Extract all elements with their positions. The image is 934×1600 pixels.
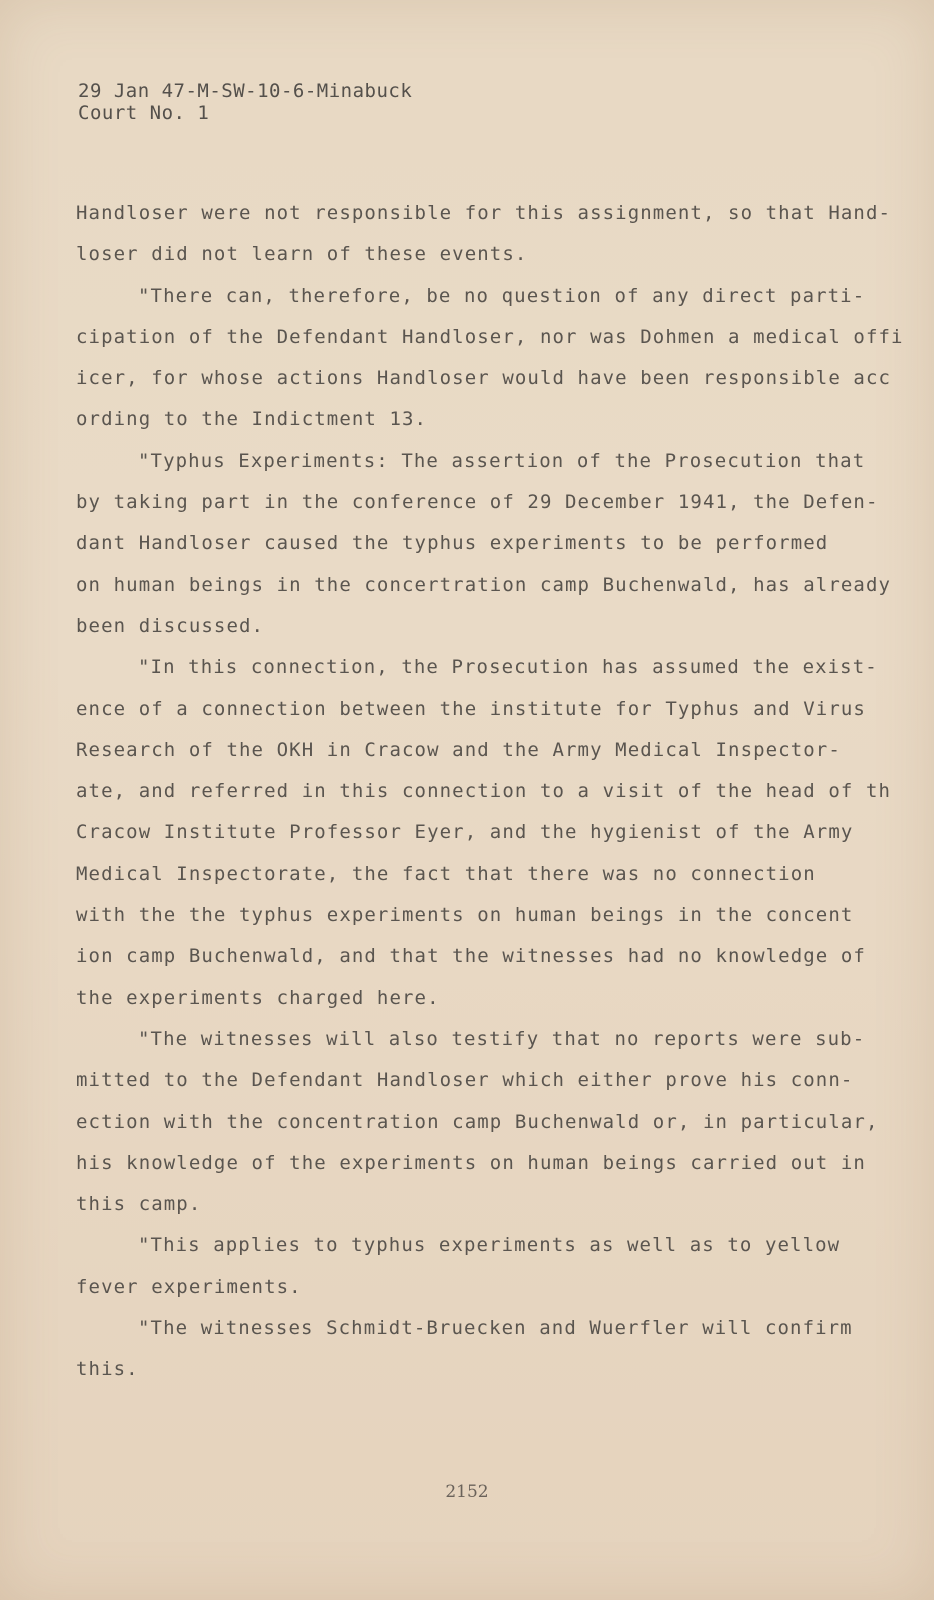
text-line: this camp. — [76, 1193, 202, 1216]
text-line: dant Handloser caused the typhus experiments to be performed — [76, 532, 829, 555]
text-line: this. — [76, 1358, 139, 1381]
header-court-number: Court No. 1 — [78, 102, 210, 124]
text-line: "The witnesses will also testify that no reports were sub- — [138, 1027, 866, 1050]
text-line: his knowledge of the experiments on human beings carried out in — [76, 1151, 866, 1174]
text-line: "This applies to typhus experiments as well as to yellow — [138, 1234, 841, 1257]
document-header — [78, 80, 412, 124]
text-line: fever experiments. — [76, 1275, 302, 1298]
text-line: by taking part in the conference of 29 December 1941, the Defen- — [76, 491, 879, 514]
text-line: Research of the OKH in Cracow and the Army Medical Inspector- — [76, 738, 841, 761]
text-line: "There can, therefore, be no question of any direct parti- — [138, 284, 866, 307]
text-line: icer, for whose actions Handloser would have been responsible acc — [76, 367, 892, 390]
text-line: on human beings in the concertration camp Buchenwald, has already — [76, 573, 892, 596]
text-line: been discussed. — [76, 614, 265, 637]
header-date-code: 29 Jan 47-M-SW-10-6-Minabuck — [78, 80, 413, 102]
text-line: Medical Inspectorate, the fact that there was no connection — [76, 862, 816, 885]
document-body — [76, 202, 904, 1400]
text-line: Handloser were not responsible for this assignment, so that Hand- — [76, 202, 892, 224]
text-line: ence of a connection between the institute for Typhus and Virus — [76, 697, 866, 720]
text-line: with the the typhus experiments on human beings in the concent — [76, 904, 854, 927]
text-line: mitted to the Defendant Handloser which either prove his conn- — [76, 1069, 854, 1092]
text-line: loser did not learn of these events. — [76, 243, 528, 266]
text-line: ording to the Indictment 13. — [76, 408, 428, 431]
text-line: cipation of the Defendant Handloser, nor was Dohmen a medical offi — [76, 325, 904, 348]
text-line: the experiments charged here. — [76, 986, 440, 1009]
text-line: Cracow Institute Professor Eyer, and the hygienist of the Army — [76, 821, 854, 844]
page-number: 2152 — [445, 1482, 489, 1502]
text-line: "The witnesses Schmidt-Bruecken and Wuerfler will confirm — [138, 1317, 853, 1340]
text-line: "In this connection, the Prosecution has assumed the exist- — [138, 656, 878, 679]
text-line: ion camp Buchenwald, and that the witnesses had no knowledge of — [76, 945, 866, 968]
text-line: ate, and referred in this connection to a visit of the head of th — [76, 780, 892, 803]
text-line: "Typhus Experiments: The assertion of the Prosecution that — [138, 449, 866, 472]
text-line: ection with the concentration camp Buchenwald or, in particular, — [76, 1110, 879, 1133]
